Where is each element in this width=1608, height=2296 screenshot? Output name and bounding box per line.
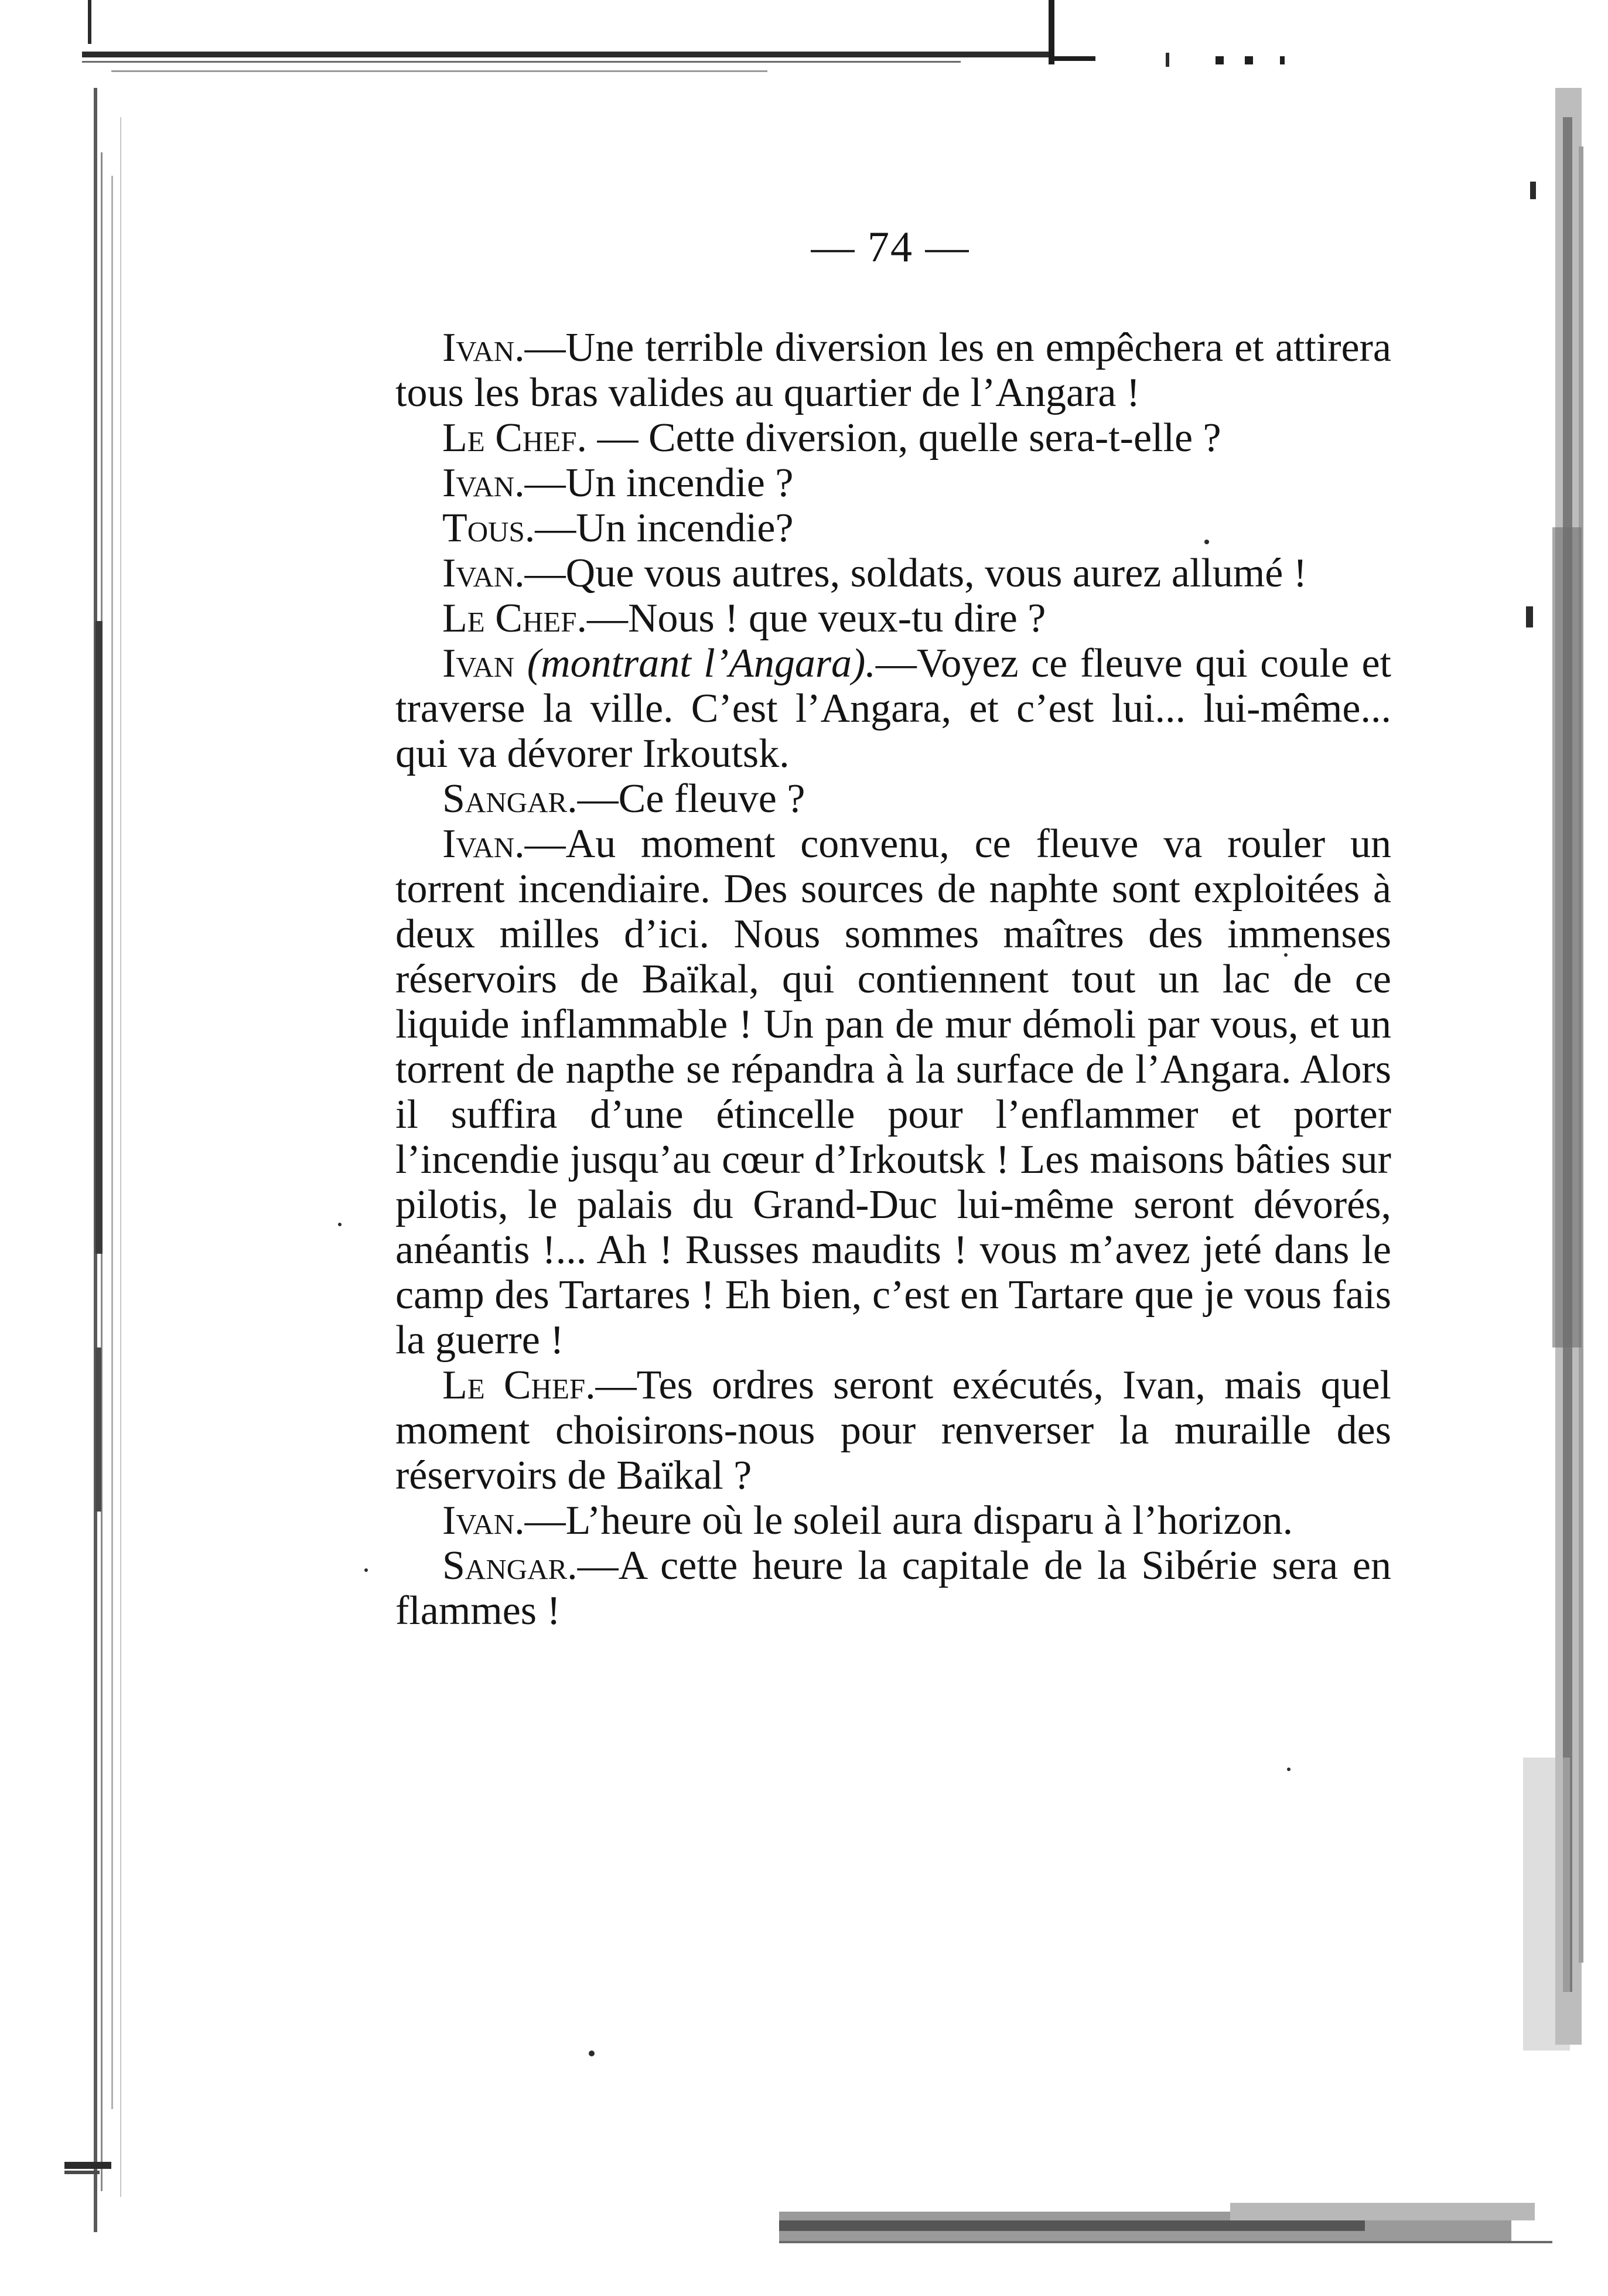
speaker-name: Tous. xyxy=(442,506,535,551)
dialogue-line-11 xyxy=(395,1498,1391,1543)
dialogue-text: —Une terrible diversion les en empêchera et attirera tous les bras valides au quartier de l’Angara ! xyxy=(395,325,1391,415)
dialogue-text: — Cette diversion, quelle sera-t-elle ? xyxy=(586,415,1221,460)
top-border-rule xyxy=(82,0,1285,72)
speaker-name: Ivan. xyxy=(442,460,525,506)
dialogue-line-4 xyxy=(395,506,1391,551)
speaker-name: Le Chef. xyxy=(442,415,587,460)
speaker-name: Ivan. xyxy=(442,325,525,370)
page-number: — 74 — xyxy=(811,223,970,271)
dialogue-line-9 xyxy=(395,821,1391,1363)
speaker-name: Le Chef. xyxy=(442,1363,596,1408)
speaker-name: Ivan. xyxy=(442,821,525,866)
dialogue-text: —Ce fleuve ? xyxy=(577,776,805,821)
dialogue-text: —A cette heure la capitale de la Sibérie sera en flammes ! xyxy=(395,1543,1391,1633)
dialogue-text: —Un incendie ? xyxy=(524,460,794,506)
dialogue-text: —Voyez ce fleuve qui coule et traverse la ville. C’est l’Angara, et c’est lui... lui-même... qui va dévorer Irkoutsk. xyxy=(395,641,1391,776)
stage-direction: (montrant l’Angara). xyxy=(514,641,876,686)
speaker-name: Le Chef. xyxy=(442,596,587,641)
speaker-name: Ivan. xyxy=(442,551,525,596)
dialogue-text: —Nous ! que veux-tu dire ? xyxy=(586,596,1046,641)
dialogue-text: —Que vous autres, soldats, vous aurez allumé ! xyxy=(524,551,1307,596)
dialogue-line-2 xyxy=(395,415,1391,460)
dialogue-text: —Tes ordres seront exécutés, Ivan, mais quel moment choisirons-nous pour renverser la muraille des réservoirs de Baïkal ? xyxy=(395,1363,1391,1498)
speaker-name: Ivan. xyxy=(442,1498,525,1543)
dialogue-line-6 xyxy=(395,596,1391,641)
dialogue-line-7 xyxy=(395,641,1391,776)
speaker-name: Sangar. xyxy=(442,776,578,821)
speaker-name: Sangar. xyxy=(442,1543,578,1588)
speaker-name: Ivan xyxy=(442,641,515,686)
dialogue-text: —Un incendie? xyxy=(535,506,794,551)
dialogue-line-3 xyxy=(395,460,1391,506)
dialogue-line-10 xyxy=(395,1363,1391,1498)
page-text xyxy=(395,325,1391,1633)
dialogue-text: —L’heure où le soleil aura disparu à l’horizon. xyxy=(524,1498,1293,1543)
dialogue-line-8 xyxy=(395,776,1391,821)
dialogue-text: —Au moment convenu, ce fleuve va rouler un torrent incendiaire. Des sources de naphte sont exploitées à deux milles d’ici. Nous sommes maîtres des immenses réservoirs de Baïkal, qui contiennent tout un lac de ce liquide inflammable ! Un pan de mur démoli par vous, et un torrent de napthe se répandra à la surface de l’Angara. Alors il suffira d’une étincelle pour l’enflammer et porter l’incendie jusqu’au cœur d’Irkoutsk ! Les maisons bâties sur pilotis, le palais du Grand-Duc lui-même seront dévorés, anéantis !... Ah ! Russes maudits ! vous m’avez jeté dans le camp des Tartares ! Eh bien, c’est en Tartare que je vous fais la guerre ! xyxy=(395,821,1391,1363)
left-edge-marks xyxy=(64,0,121,2232)
dialogue-line-12 xyxy=(395,1543,1391,1633)
dialogue-line-1 xyxy=(395,325,1391,415)
dialogue-line-5 xyxy=(395,551,1391,596)
bottom-edge-strip xyxy=(779,2203,1552,2243)
right-edge-marks xyxy=(1523,88,1583,2051)
